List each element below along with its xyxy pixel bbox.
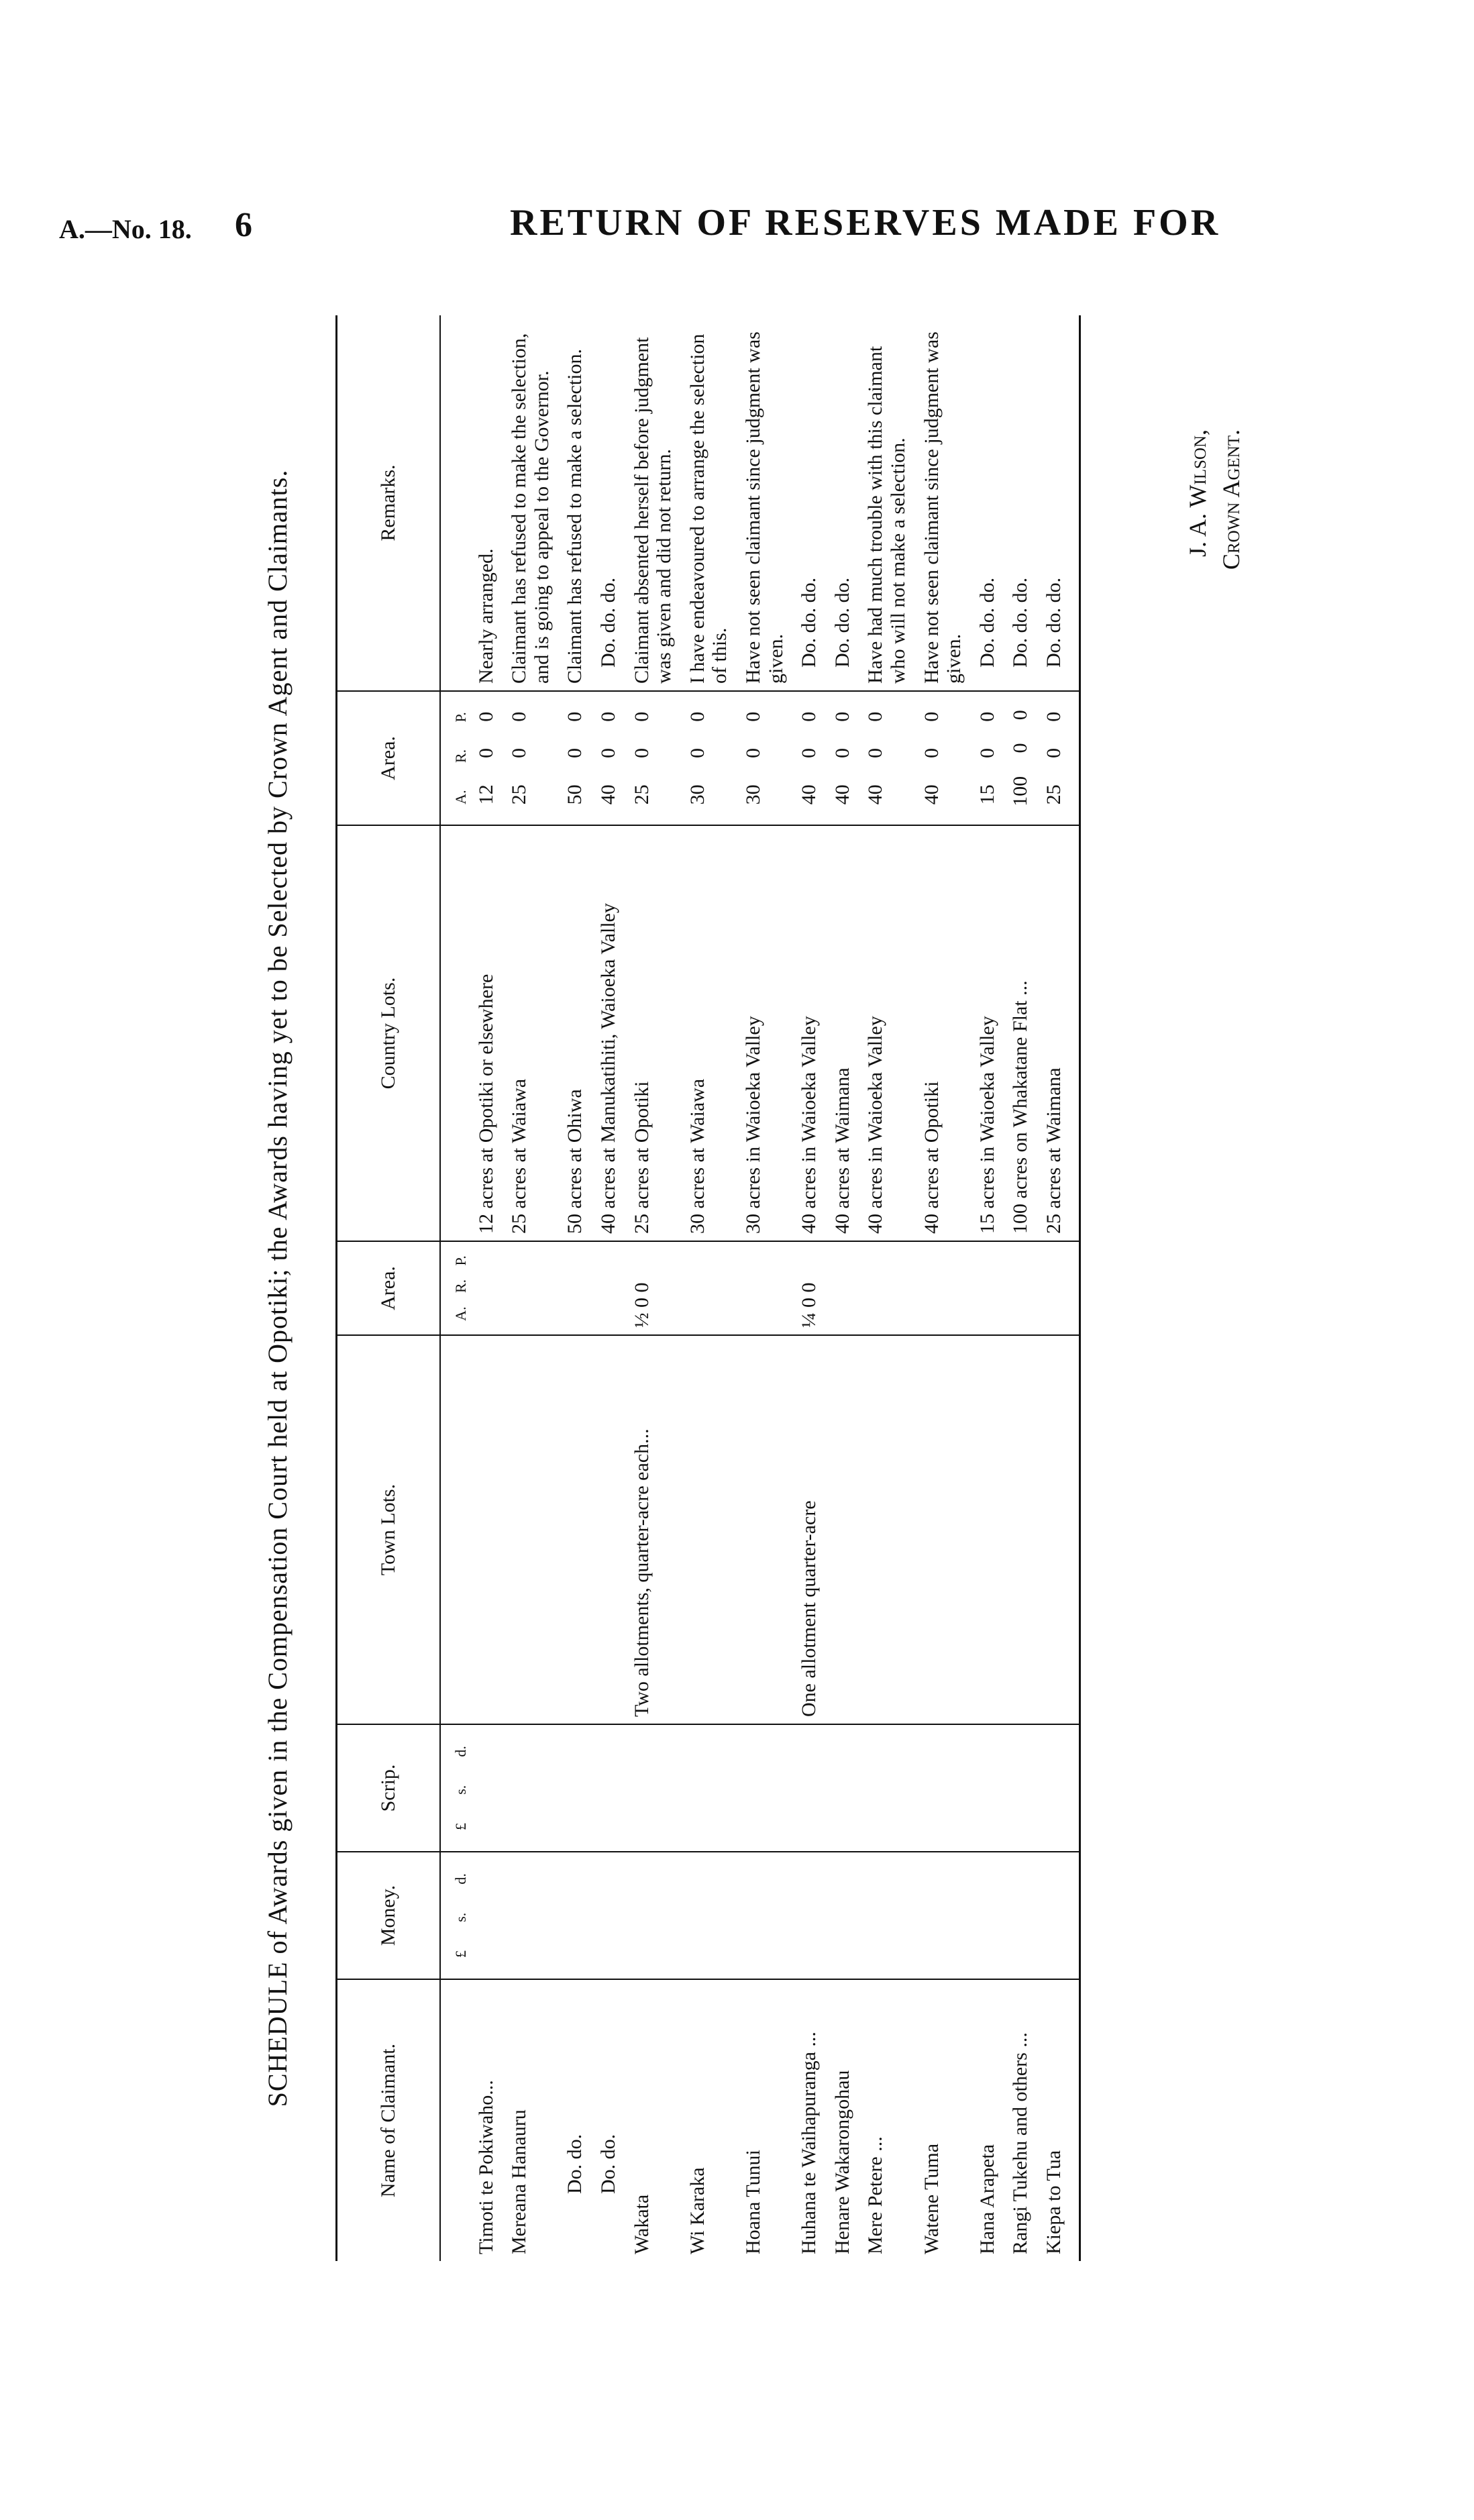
area-cell [859,691,914,825]
claimant-name-cell: Hana Arapeta [976,2144,998,2254]
money-cell [971,1852,1004,1979]
area-perches: 0 [976,711,998,722]
table-row [470,315,503,2261]
area-perches: 0 [1009,710,1032,721]
col-header-money: Money. [337,1852,441,1979]
town-area-cell [592,1241,625,1335]
area-cell [470,691,503,825]
area-perches: 0 [1042,711,1065,722]
area-acres: 40 [864,784,887,805]
area-roods: 0 [831,748,853,759]
table-row [859,315,914,2261]
town-lots-cell [859,1335,914,1724]
col-header-area: Area. [337,691,441,825]
town-lots-cell [737,1335,792,1724]
country-lots-cell: 100 acres on Whakatane Flat ... [1004,825,1037,1241]
scrip-cell [558,1724,592,1852]
table-row [592,315,625,2261]
town-area-roods-label: R. [452,1279,469,1294]
remarks-cell: Do. do. do. [971,315,1004,691]
country-lots-cell: 40 acres at Manukatihiti, Waioeka Valley [592,825,625,1241]
money-cell [503,1852,558,1979]
remarks-cell: Do. do. do. [1037,315,1080,691]
area-perches: 0 [508,711,531,722]
area-perches: 0 [831,711,853,722]
money-cell [859,1852,914,1979]
money-cell [826,1852,859,1979]
area-cell [503,691,558,825]
area-roods: 0 [1009,743,1032,753]
area-perches: 0 [741,711,764,722]
town-area-cell [681,1241,737,1335]
town-area-acres-label: A. [452,1306,469,1321]
col-header-name: Name of Claimant. [337,1979,441,2261]
subheader-town-area [440,1241,470,1335]
scrip-cell [625,1724,681,1852]
money-pounds-label: £ [452,1950,469,1958]
area-acres: 40 [597,784,619,805]
area-cell [1004,691,1037,825]
claimant-name-cell: Kiepa to Tua [1037,1979,1080,2261]
area-acres: 40 [798,784,821,805]
claimant-name-cell: Mere Petere ... [864,2136,887,2254]
claimant-name-cell: Do. do. [564,2134,586,2194]
town-lots-cell [971,1335,1004,1724]
town-area-cell [1004,1241,1037,1335]
area-acres: 15 [976,784,998,805]
town-lots-cell: One allotment quarter-acre [792,1335,826,1724]
signature-block [1181,429,1249,570]
country-lots-cell: 40 acres in Waioeka Valley [859,825,914,1241]
claimant-name-cell: Huhana te Waihapuranga ... [798,2032,821,2254]
area-cell [592,691,625,825]
scrip-pence-label: d. [452,1746,469,1757]
remarks-cell: Do. do. do. [792,315,826,691]
area-perches: 0 [597,711,619,722]
col-header-scrip: Scrip. [337,1724,441,1852]
area-perches: 0 [474,711,497,722]
subheader-name-cell [440,1979,470,2261]
awards-schedule-table [335,315,1081,2261]
area-roods: 0 [741,748,764,759]
area-perches: 0 [564,711,586,722]
area-perches: 0 [630,711,653,722]
town-lots-cell [558,1335,592,1724]
town-lots-cell [681,1335,737,1724]
money-cell [470,1852,503,1979]
subheader-country-cell [440,825,470,1241]
col-header-town-lots: Town Lots. [337,1335,441,1724]
town-area-cell [971,1241,1004,1335]
remarks-cell: Have not seen claimant since judgment was given. [737,315,792,691]
town-lots-cell [592,1335,625,1724]
area-perches: 0 [798,711,821,722]
town-area-cell [1037,1241,1080,1335]
area-cell [792,691,826,825]
area-cell [737,691,792,825]
money-cell [558,1852,592,1979]
area-roods: 0 [597,748,619,759]
table-subheader-row [440,315,470,2261]
table-row [737,315,792,2261]
area-acres: 25 [508,784,531,805]
town-area-perches-label: P. [452,1255,469,1266]
town-lots-cell [470,1335,503,1724]
area-acres: 40 [920,784,943,805]
scrip-cell [503,1724,558,1852]
remarks-cell: Have had much trouble with this claimant who will not make a selection. [859,315,914,691]
subheader-money [440,1852,470,1979]
table-row [826,315,859,2261]
money-cell [625,1852,681,1979]
document-reference: A.—No. 18. [59,214,192,244]
area-roods: 0 [976,748,998,759]
claimant-name-cell: Hoana Tunui [741,2150,764,2254]
col-header-country-lots: Country Lots. [337,825,441,1241]
claimant-name-cell: Wakata [630,2194,653,2254]
subheader-remarks-cell [440,315,470,691]
area-roods-label: R. [452,749,469,764]
area-roods: 0 [864,748,887,759]
money-cell [792,1852,826,1979]
money-cell [1037,1852,1080,1979]
country-lots-cell: 50 acres at Ohiwa [558,825,592,1241]
money-cell [681,1852,737,1979]
area-cell [826,691,859,825]
area-roods: 0 [1042,748,1065,759]
town-lots-cell [915,1335,971,1724]
area-cell [1037,691,1080,825]
area-acres: 40 [831,784,853,805]
scrip-cell [470,1724,503,1852]
area-roods: 0 [798,748,821,759]
scrip-cell [592,1724,625,1852]
town-lots-cell [826,1335,859,1724]
town-lots-cell [503,1335,558,1724]
scrip-cell [859,1724,914,1852]
table-row [1037,315,1080,2261]
town-area-cell [503,1241,558,1335]
table-row [915,315,971,2261]
scrip-pounds-label: £ [452,1822,469,1830]
country-lots-cell: 30 acres in Waioeka Valley [737,825,792,1241]
country-lots-cell: 25 acres at Waimana [1037,825,1080,1241]
area-acres: 12 [474,784,497,805]
area-acres: 30 [686,784,708,805]
town-area-cell [470,1241,503,1335]
scrip-cell [681,1724,737,1852]
signatory-title: Crown Agent. [1218,429,1245,570]
claimant-name-cell: Watene Tuma [920,2143,943,2254]
country-lots-cell: 40 acres at Opotiki [915,825,971,1241]
scrip-cell [792,1724,826,1852]
country-lots-cell: 15 acres in Waioeka Valley [971,825,1004,1241]
signatory-name: J. A. Wilson, [1184,429,1211,557]
claimant-name-cell: Wi Karaka [686,2167,708,2254]
subheader-town-cell [440,1335,470,1724]
town-area-cell: ½ 0 0 [625,1241,681,1335]
scrip-cell [1004,1724,1037,1852]
town-lots-cell [1004,1335,1037,1724]
scrip-shillings-label: s. [452,1785,469,1795]
col-header-town-area: Area. [337,1241,441,1335]
money-cell [592,1852,625,1979]
table-row [971,315,1004,2261]
town-lots-cell: Two allotments, quarter-acre each... [625,1335,681,1724]
area-cell [915,691,971,825]
running-title: RETURN OF RESERVES MADE FOR [510,202,1221,244]
remarks-cell: Do. do. do. [592,315,625,691]
remarks-cell: Nearly arranged. [470,315,503,691]
claimant-name-cell: Do. do. [597,2134,619,2194]
rotated-schedule-page [262,315,1369,2261]
area-perches: 0 [686,711,708,722]
scrip-cell [915,1724,971,1852]
area-roods: 0 [686,748,708,759]
area-cell [681,691,737,825]
town-lots-cell [1037,1335,1080,1724]
town-area-cell: ¼ 0 0 [792,1241,826,1335]
country-lots-cell: 30 acres at Waiawa [681,825,737,1241]
subheader-scrip [440,1724,470,1852]
country-lots-cell: 40 acres at Waimana [826,825,859,1241]
area-perches: 0 [864,711,887,722]
area-acres: 25 [1042,784,1065,805]
table-row [625,315,681,2261]
area-roods: 0 [630,748,653,759]
scrip-cell [971,1724,1004,1852]
claimant-name-cell: Henare Wakarongohau [831,2070,853,2254]
money-pence-label: d. [452,1873,469,1885]
town-area-cell [737,1241,792,1335]
remarks-cell: Do. do. do. [1004,315,1037,691]
claimant-name-cell: Rangi Tukehu and others ... [1009,2032,1032,2254]
area-cell [625,691,681,825]
area-acres: 25 [630,784,653,805]
remarks-cell: I have endeavoured to arrange the selection of this. [681,315,737,691]
table-row [792,315,826,2261]
table-row [1004,315,1037,2261]
scrip-cell [826,1724,859,1852]
town-area-cell [859,1241,914,1335]
table-row [558,315,592,2261]
area-roods: 0 [474,748,497,759]
remarks-cell: Do. do. do. [826,315,859,691]
col-header-remarks: Remarks. [337,315,441,691]
money-cell [915,1852,971,1979]
area-acres: 30 [741,784,764,805]
table-row [681,315,737,2261]
page-number: 6 [235,206,252,244]
scrip-cell [1037,1724,1080,1852]
money-cell [737,1852,792,1979]
table-body [440,315,1080,2261]
money-cell [1004,1852,1037,1979]
area-perches: 0 [920,711,943,722]
area-cell [558,691,592,825]
area-acres-label: A. [452,790,469,804]
table-row [503,315,558,2261]
area-cell [971,691,1004,825]
area-acres: 50 [564,784,586,805]
subheader-area [440,691,470,825]
schedule-table-wrapper [335,315,1081,2261]
remarks-cell: Claimant has refused to make the selection, and is going to appeal to the Governor. [503,315,558,691]
town-area-cell [558,1241,592,1335]
town-area-cell [826,1241,859,1335]
area-roods: 0 [564,748,586,759]
area-perches-label: P. [452,712,469,723]
money-shillings-label: s. [452,1912,469,1922]
country-lots-cell: 40 acres in Waioeka Valley [792,825,826,1241]
scrip-cell [737,1724,792,1852]
table-header-row [337,315,441,2261]
claimant-name-cell: Mereana Hanauru [508,2109,531,2254]
area-roods: 0 [920,748,943,759]
country-lots-cell: 25 acres at Waiawa [503,825,558,1241]
area-acres: 100 [1009,776,1032,806]
country-lots-cell: 12 acres at Opotiki or elsewhere [470,825,503,1241]
remarks-cell: Claimant absented herself before judgment was given and did not return. [625,315,681,691]
schedule-title: SCHEDULE of Awards given in the Compensation Court held at Opotiki; the Awards having yet to be Selected by Crown Agent and Claimants. [262,469,293,2107]
remarks-cell: Claimant has refused to make a selection. [558,315,592,691]
remarks-cell: Have not seen claimant since judgment was given. [915,315,971,691]
area-roods: 0 [508,748,531,759]
country-lots-cell: 25 acres at Opotiki [625,825,681,1241]
town-area-cell [915,1241,971,1335]
claimant-name-cell: Timoti te Pokiwaho... [474,2080,497,2254]
